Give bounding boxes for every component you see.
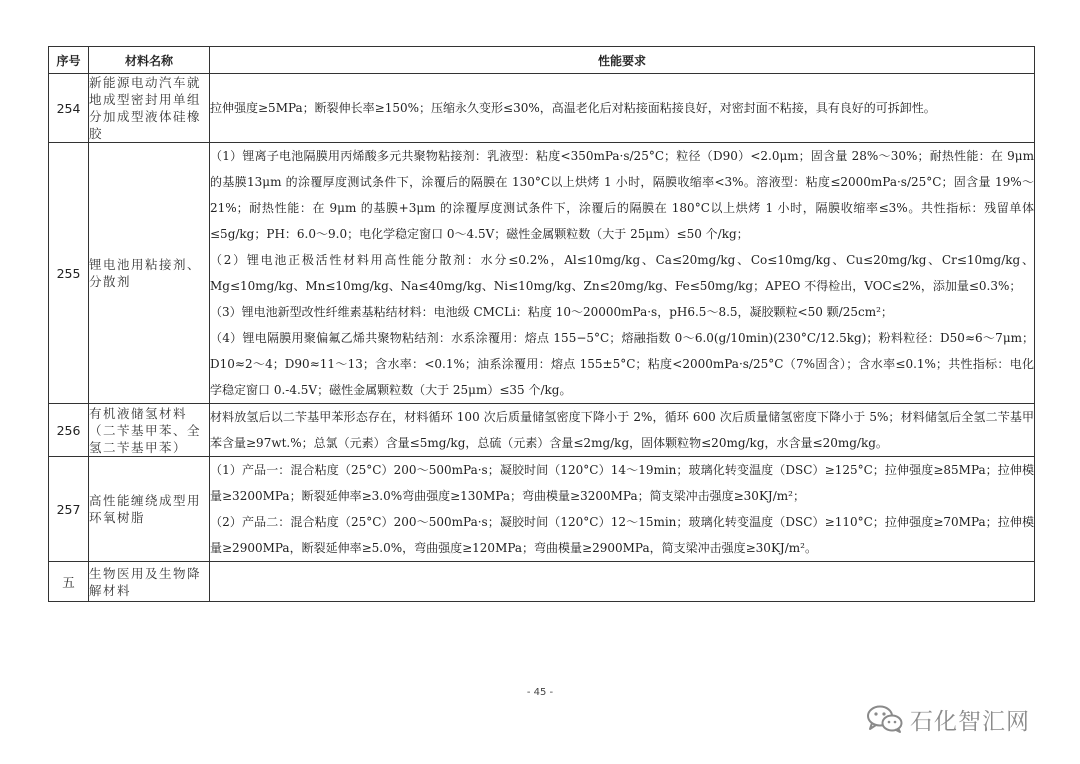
header-no: 序号 [49,47,89,74]
requirement-text: 材料放氢后以二苄基甲苯形态存在，材料循环 100 次后质量储氢密度下降小于 2%，循环 600 次后质量储氢密度下降小于 5%；材料储氢后全氢二苄基甲苯含量≥97wt.%；总氯（元素）含量≤5mg/kg，总硫（元素）含量≤2mg/kg，固体颗粒物≤20mg/kg，水含量≤20mg/kg。 [210,410,1034,450]
material-name: 新能源电动汽车就地成型密封用单组分加成型液体硅橡胶 [89,74,210,143]
row-number: 254 [49,74,89,143]
watermark [866,704,1030,734]
header-requirements: 性能要求 [210,47,1035,74]
row-number: 255 [49,143,89,404]
material-spec-table [48,46,1035,602]
section-title: 生物医用及生物降解材料 [89,562,210,602]
row-number: 256 [49,404,89,457]
requirement-text: （4）锂电隔膜用聚偏氟乙烯共聚物粘结剂：水系涂覆用：熔点 155−5°C；熔融指数 0～6.0(g/10min)(230°C/12.5kg)；粉料粒径：D50≈6～7μm；D10≈2～4；D90≈11～13；含水率：<0.1%；油系涂覆用：熔点 155±5°C；粘度<2000mPa·s/25°C（7%固含）；含水率≤0.1%；共性指标：电化学稳定窗口 0.-4.5V；磁性金属颗粒数（大于 25μm）≤35 个/kg。 [210,331,1034,397]
table-header-row [49,47,1035,74]
requirement-text: （2）锂电池正极活性材料用高性能分散剂：水分≤0.2%，Al≤10mg/kg、Ca≤20mg/kg、Co≤10mg/kg、Cu≤20mg/kg、Cr≤10mg/kg、Mg≤10mg/kg、Mn≤10mg/kg、Na≤40mg/kg、Ni≤10mg/kg、Zn≤20mg/kg、Fe≤50mg/kg；APEO 不得检出，VOC≤2%，添加量≤0.3%； [210,253,1034,293]
watermark-text: 石化智汇网 [910,708,1030,735]
wechat-icon [866,704,904,734]
section-number: 五 [49,562,89,602]
table-row [49,74,1035,143]
requirements-cell [210,74,1035,143]
requirement-text: （3）锂电池新型改性纤维素基粘结材料：电池级 CMCLi：粘度 10～20000mPa·s，pH6.5～8.5，凝胶颗粒<50 颗/25cm²； [210,305,893,319]
requirements-cell-empty [210,562,1035,602]
requirement-text: （1）锂离子电池隔膜用丙烯酸多元共聚物粘接剂：乳液型：粘度<350mPa·s/25°C；粒径（D90）<2.0μm；固含量 28%～30%；耐热性能：在 9μm 的基膜13μm 的涂覆厚度测试条件下，涂覆后的隔膜在 130°C以上烘烤 1 小时，隔膜收缩率<3%。溶液型：粘度≤2000mPa·s/25°C；固含量 19%～21%；耐热性能：在 9μm 的基膜+3μm 的涂覆厚度测试条件下，涂覆后的隔膜在 180°C以上烘烤 1 小时，隔膜收缩率≤3%。共性指标：残留单体≤5g/kg；PH：6.0～9.0；电化学稳定窗口 0～4.5V；磁性金属颗粒数（大于 25μm）≤50 个/kg； [210,149,1034,241]
header-name: 材料名称 [89,47,210,74]
material-name: 高性能缠绕成型用环氧树脂 [89,457,210,562]
page-number: - 45 - [526,687,554,698]
requirement-text: 拉伸强度≥5MPa；断裂伸长率≥150%；压缩永久变形≤30%，高温老化后对粘接面粘接良好，对密封面不粘接，具有良好的可拆卸性。 [210,101,936,115]
requirement-text: （2）产品二：混合粘度（25°C）200～500mPa·s；凝胶时间（120°C）12～15min；玻璃化转变温度（DSC）≥110°C；拉伸强度≥70MPa；拉伸模量≥2900MPa，断裂延伸率≥5.0%，弯曲强度≥120MPa；弯曲模量≥2900MPa，简支梁冲击强度≥30KJ/m²。 [210,515,1034,555]
requirement-text: （1）产品一：混合粘度（25°C）200～500mPa·s；凝胶时间（120°C）14～19min；玻璃化转变温度（DSC）≥125°C；拉伸强度≥85MPa；拉伸模量≥3200MPa；断裂延伸率≥3.0%弯曲强度≥130MPa；弯曲模量≥3200MPa；简支梁冲击强度≥30KJ/m²； [210,463,1034,503]
table-row [49,404,1035,457]
material-name: 有机液储氢材料（二苄基甲苯、全氢二苄基甲苯） [89,404,210,457]
requirements-cell [210,143,1035,404]
table-row [49,562,1035,602]
requirements-cell [210,457,1035,562]
material-name: 锂电池用粘接剂、分散剂 [89,143,210,404]
requirements-cell [210,404,1035,457]
row-number: 257 [49,457,89,562]
table-row [49,457,1035,562]
table-row [49,143,1035,404]
